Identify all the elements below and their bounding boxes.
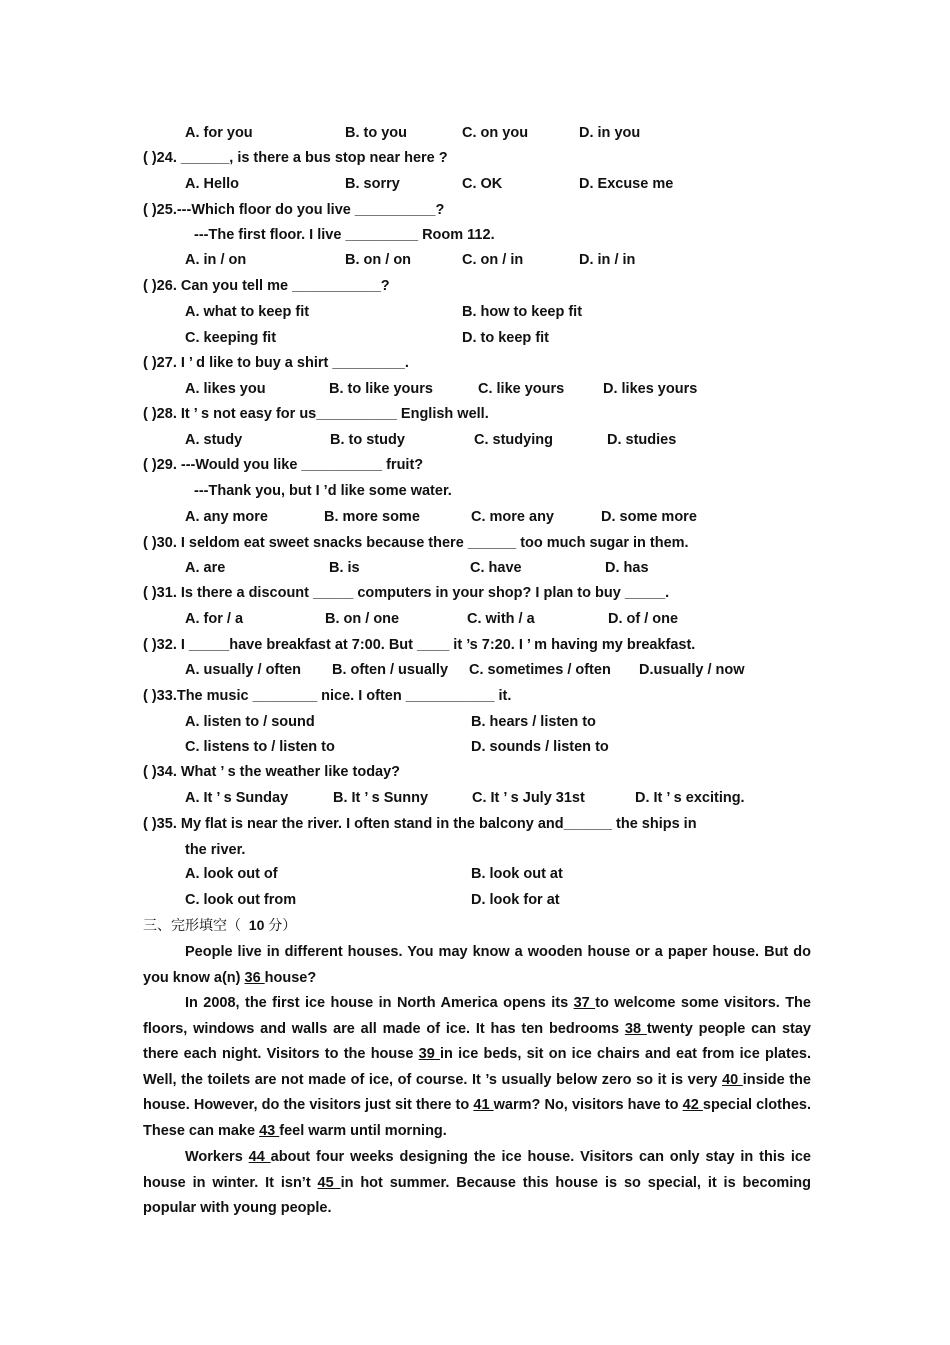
option-c: C. with / a bbox=[467, 611, 535, 627]
option-c: C. It ’ s July 31st bbox=[472, 790, 585, 806]
option-a: A. Hello bbox=[185, 176, 239, 192]
option-c: C. on / in bbox=[462, 252, 524, 268]
option-d: D. in / in bbox=[579, 252, 636, 268]
option-b: B. how to keep fit bbox=[462, 304, 583, 320]
question-35-line2: the river. bbox=[185, 842, 246, 858]
question-29: ( )29. ---Would you like __________ fruit? bbox=[143, 457, 424, 473]
question-33: ( )33.The music ________ nice. I often ___________ it. bbox=[143, 688, 512, 704]
option-a: A. listen to / sound bbox=[185, 714, 315, 730]
question-32: ( )32. I _____have breakfast at 7:00. But ____ it ’s 7:20. I ’ m having my breakfast. bbox=[143, 637, 696, 653]
blank-38: 38 bbox=[624, 1020, 647, 1037]
option-b: B. is bbox=[329, 560, 360, 576]
option-c: C. OK bbox=[462, 176, 503, 192]
question-35: ( )35. My flat is near the river. I often stand in the balcony and______ the ships in bbox=[143, 816, 697, 832]
question-31: ( )31. Is there a discount _____ computers in your shop? I plan to buy _____. bbox=[143, 585, 670, 601]
option-c: C. have bbox=[470, 560, 522, 576]
option-d: D.usually / now bbox=[639, 662, 745, 678]
question-25: ( )25.---Which floor do you live __________? bbox=[143, 202, 445, 218]
blank-41: 41 bbox=[473, 1097, 494, 1114]
question-26: ( )26. Can you tell me ___________? bbox=[143, 278, 390, 294]
option-a: A. It ’ s Sunday bbox=[185, 790, 289, 806]
option-b: B. to study bbox=[330, 432, 405, 448]
option-a: A. in / on bbox=[185, 252, 247, 268]
passage-paragraph-2: In 2008, the first ice house in North America opens its 37 to welcome some visitors. The floors, windows and walls are all made of ice. It has ten bedrooms 38 twenty people can stay there each night. Visitors to the house 39 in ice beds, sit on ice chairs and eat from ice plates. Well, the toilets are not made of ice, of course. It ’s usually below zero so it is very 40 inside the house. However, do the visitors just sit there to 41 warm? No, visitors have to 42 special clothes. These can make 43 feel warm until morning. bbox=[143, 995, 811, 1139]
option-c: C. look out from bbox=[185, 892, 297, 908]
option-c: C. listens to / listen to bbox=[185, 739, 335, 755]
blank-42: 42 bbox=[682, 1097, 703, 1114]
option-b: B. It ’ s Sunny bbox=[333, 790, 429, 806]
option-d: D. Excuse me bbox=[579, 176, 674, 192]
option-a: A. for / a bbox=[185, 611, 244, 627]
question-24: ( )24. ______, is there a bus stop near here ? bbox=[143, 150, 448, 166]
option-b: B. sorry bbox=[345, 176, 400, 192]
option-c: C. sometimes / often bbox=[469, 662, 611, 678]
section-points: 10 bbox=[248, 917, 265, 933]
passage-paragraph-1: People live in different houses. You may know a wooden house or a paper house. But do you know a(n) 36 house? bbox=[143, 944, 811, 986]
option-c: C. keeping fit bbox=[185, 330, 277, 346]
option-b: B. on / on bbox=[345, 252, 412, 268]
option-b: B. often / usually bbox=[332, 662, 449, 678]
question-29-line2: ---Thank you, but I ’d like some water. bbox=[194, 483, 452, 499]
option-b: B. on / one bbox=[325, 611, 400, 627]
option-d: D. studies bbox=[607, 432, 677, 448]
blank-37: 37 bbox=[573, 995, 596, 1011]
blank-40: 40 bbox=[722, 1071, 743, 1088]
option-b: B. to you bbox=[345, 125, 408, 141]
passage-paragraph-3: Workers 44 about four weeks designing the ice house. Visitors can only stay in this ice house in winter. It isn’t 45 in hot summer. Because this house is so special, it is becoming popular with young people. bbox=[143, 1149, 811, 1217]
blank-44: 44 bbox=[248, 1149, 271, 1165]
question-30: ( )30. I seldom eat sweet snacks because there ______ too much sugar in them. bbox=[143, 535, 689, 551]
section-heading-cloze bbox=[143, 915, 296, 935]
option-d: D. likes yours bbox=[603, 381, 698, 397]
option-b: B. to like yours bbox=[329, 381, 433, 397]
option-d: D. to keep fit bbox=[462, 330, 550, 346]
option-a: A. are bbox=[185, 560, 226, 576]
section-unit: 分） bbox=[268, 917, 297, 933]
option-d: D. some more bbox=[601, 509, 697, 525]
option-d: D. of / one bbox=[608, 611, 679, 627]
option-b: B. more some bbox=[324, 509, 420, 525]
option-d: D. It ’ s exciting. bbox=[635, 790, 745, 806]
option-a: A. usually / often bbox=[185, 662, 302, 678]
question-25-line2: ---The first floor. I live _________ Room 112. bbox=[194, 227, 495, 243]
question-27: ( )27. I ’ d like to buy a shirt _________. bbox=[143, 355, 409, 371]
question-34: ( )34. What ’ s the weather like today? bbox=[143, 764, 401, 780]
option-c: C. like yours bbox=[478, 381, 565, 397]
option-d: D. has bbox=[605, 560, 649, 576]
option-a: A. any more bbox=[185, 509, 268, 525]
blank-39: 39 bbox=[418, 1046, 440, 1063]
option-c: C. on you bbox=[462, 125, 529, 141]
option-d: D. in you bbox=[579, 125, 641, 141]
option-a: A. for you bbox=[185, 125, 253, 141]
option-c: C. more any bbox=[471, 509, 554, 525]
option-a: A. what to keep fit bbox=[185, 304, 310, 320]
option-a: A. look out of bbox=[185, 866, 278, 882]
option-a: A. study bbox=[185, 432, 243, 448]
option-b: B. hears / listen to bbox=[471, 714, 596, 730]
option-a: A. likes you bbox=[185, 381, 266, 397]
question-28: ( )28. It ’ s not easy for us__________ English well. bbox=[143, 406, 489, 422]
blank-36: 36 bbox=[244, 969, 265, 986]
section-title: 三、完形填空（ bbox=[143, 917, 241, 933]
blank-43: 43 bbox=[259, 1122, 280, 1139]
option-c: C. studying bbox=[474, 432, 553, 448]
option-b: B. look out at bbox=[471, 866, 563, 882]
option-d: D. sounds / listen to bbox=[471, 739, 609, 755]
option-d: D. look for at bbox=[471, 892, 560, 908]
blank-45: 45 bbox=[317, 1174, 341, 1191]
